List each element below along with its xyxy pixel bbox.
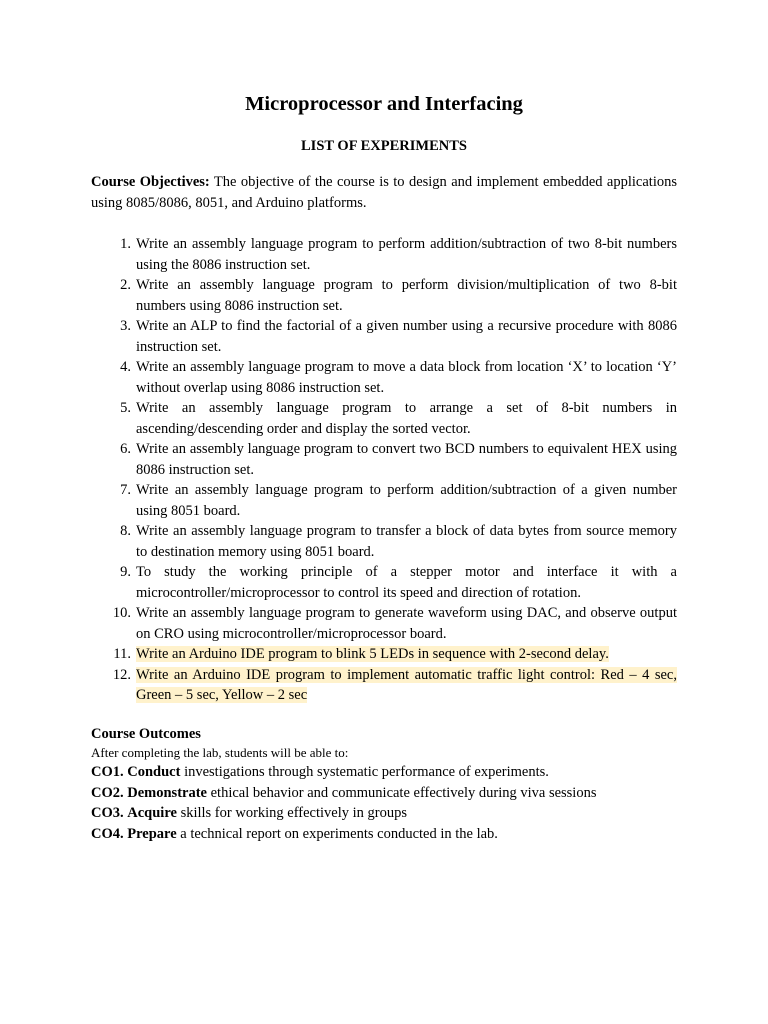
- experiment-text: Write an assembly language program to generate waveform using DAC, and observe output on CRO using microcontroller/microprocessor board.: [136, 605, 677, 642]
- outcome-code: CO2.: [91, 784, 124, 801]
- course-outcome-3: [91, 803, 691, 824]
- experiment-text: Write an assembly language program to perform addition/subtraction of two 8-bit numbers using the 8086 instruction set.: [136, 236, 677, 273]
- highlight-mark: Write an Arduino IDE program to implement automatic traffic light control: Red – 4 sec, Green – 5 sec, Yellow – 2 sec: [136, 666, 677, 703]
- course-outcome-1: [91, 762, 691, 783]
- experiment-item-7: [0, 480, 677, 521]
- outcome-code: CO4.: [91, 825, 124, 842]
- experiment-number: 3.: [120, 318, 131, 334]
- course-outcomes-intro: After completing the lab, students will be able to:: [91, 745, 349, 760]
- experiment-text: Write an assembly language program to move a data block from location ‘X’ to location ‘Y’ without overlap using 8086 instruction set.: [136, 359, 677, 396]
- experiment-number: 6.: [120, 441, 131, 457]
- experiment-number: 2.: [120, 277, 131, 293]
- experiment-item-5: [0, 398, 677, 439]
- experiment-item-11: [0, 644, 677, 665]
- experiment-item-4: [0, 357, 677, 398]
- experiment-number: 10.: [112, 605, 131, 621]
- experiment-text-highlighted: [136, 644, 677, 665]
- experiment-number: 11.: [113, 646, 131, 662]
- experiment-number: 5.: [120, 400, 131, 416]
- course-objectives-text: The objective of the course is to design and implement embedded applications using 8085/8086, 8051, and Arduino platforms.: [91, 174, 677, 211]
- experiment-number: 8.: [120, 523, 131, 539]
- outcome-code: CO3.: [91, 805, 124, 821]
- outcome-code: CO1.: [91, 764, 124, 780]
- page-title: Microprocessor and Interfacing: [245, 93, 523, 115]
- experiment-text-highlighted: [136, 665, 677, 706]
- experiment-number: 7.: [120, 482, 131, 498]
- experiment-item-2: [0, 275, 677, 316]
- experiment-text: Write an assembly language program to convert two BCD numbers to equivalent HEX using 8086 instruction set.: [136, 441, 677, 478]
- outcome-text: skills for working effectively in groups: [180, 805, 408, 821]
- course-outcomes-list: [91, 762, 691, 844]
- experiment-text: Write an assembly language program to perform addition/subtraction of a given number using 8051 board.: [136, 482, 677, 519]
- course-outcome-2: [91, 783, 691, 804]
- course-objectives-label: Course Objectives:: [91, 174, 210, 190]
- page-subtitle: LIST OF EXPERIMENTS: [301, 138, 467, 154]
- highlight-mark: Write an Arduino IDE program to blink 5 LEDs in sequence with 2-second delay.: [136, 646, 609, 662]
- experiment-text: Write an ALP to find the factorial of a given number using a recursive procedure with 8086 instruction set.: [136, 318, 677, 355]
- course-outcome-4: [91, 824, 691, 845]
- experiment-item-9: [0, 562, 677, 603]
- experiment-item-12: [0, 665, 677, 706]
- experiment-number: 1.: [120, 236, 131, 252]
- experiment-text: To study the working principle of a stepper motor and interface it with a microcontroller/microprocessor to control its speed and direction of rotation.: [136, 564, 677, 601]
- experiment-item-10: [0, 603, 677, 644]
- course-objectives: [91, 172, 677, 213]
- experiment-number: 12.: [112, 666, 131, 683]
- outcome-verb: Demonstrate: [127, 784, 207, 801]
- outcome-text: investigations through systematic performance of experiments.: [184, 764, 549, 780]
- experiment-text: Write an assembly language program to arrange a set of 8-bit numbers in ascending/descending order and display the sorted vector.: [136, 400, 677, 437]
- outcome-text: ethical behavior and communicate effectively during viva sessions: [210, 784, 597, 801]
- experiment-text: Write an assembly language program to perform division/multiplication of two 8-bit numbers using 8086 instruction set.: [136, 277, 677, 314]
- experiment-text: Write an assembly language program to transfer a block of data bytes from source memory to destination memory using 8051 board.: [136, 523, 677, 560]
- outcome-text: a technical report on experiments conducted in the lab.: [180, 825, 498, 842]
- outcome-verb: Acquire: [127, 805, 177, 821]
- experiment-list: [0, 234, 677, 706]
- experiment-number: 9.: [120, 564, 131, 580]
- experiment-item-1: [0, 234, 677, 275]
- experiment-item-8: [0, 521, 677, 562]
- course-outcomes-heading: Course Outcomes: [91, 726, 201, 742]
- outcome-verb: Conduct: [127, 764, 181, 780]
- experiment-item-6: [0, 439, 677, 480]
- experiment-number: 4.: [120, 359, 131, 375]
- experiment-item-3: [0, 316, 677, 357]
- outcome-verb: Prepare: [127, 825, 177, 842]
